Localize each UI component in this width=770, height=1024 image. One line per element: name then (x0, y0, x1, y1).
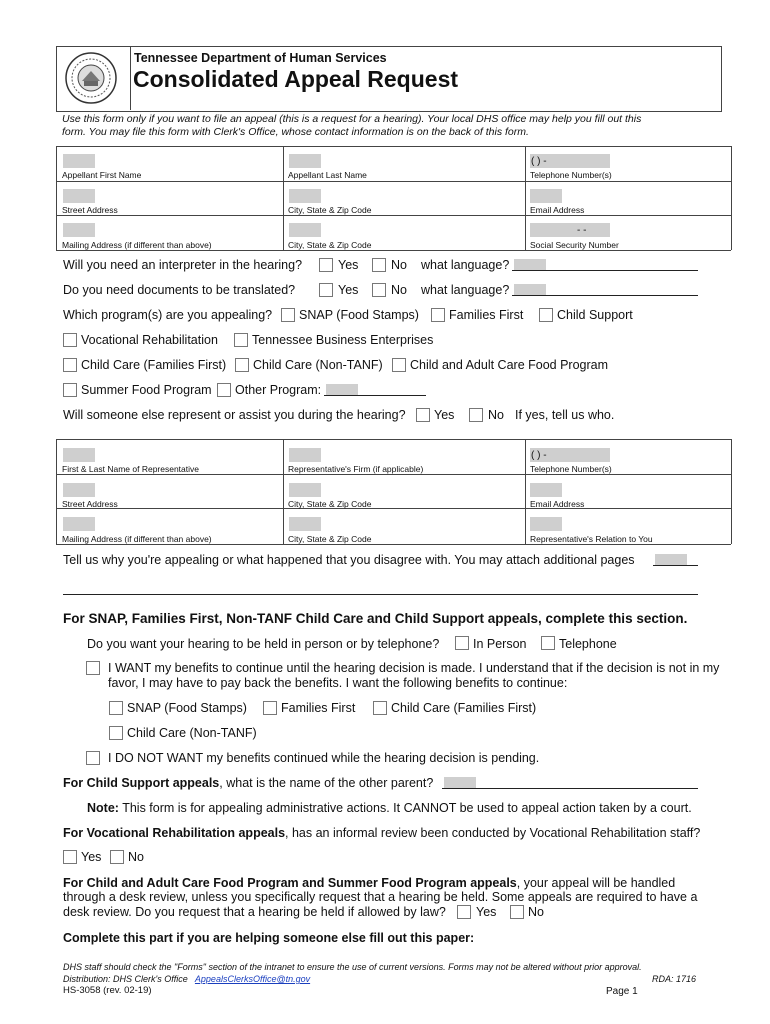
clerk-email-link[interactable]: AppealsClerksOffice@tn.gov (194, 974, 311, 984)
appellant-mailing-input[interactable] (63, 223, 95, 237)
want-benefits-line-2: favor, I may have to pay back the benefits. I want the following benefits to continue: (108, 676, 568, 690)
footer-form-number: HS-3058 (rev. 02-19) (63, 985, 152, 996)
program-other-checkbox[interactable] (217, 383, 231, 397)
voc-rehab-question (63, 826, 700, 841)
why-line-1 (653, 565, 698, 566)
note-bold: Note: (87, 801, 119, 815)
represent-yes-label: Yes (434, 408, 455, 422)
continue-families-first-checkbox[interactable] (263, 701, 277, 715)
footer-staff-note: DHS staff should check the "Forms" section of the intranet to ensure the use of current versions. Forms may not be altered without prior approval. (63, 962, 642, 972)
cacfp-yes-label: Yes (476, 905, 497, 919)
translate-yes-label: Yes (338, 283, 359, 297)
translate-language-label: what language? (421, 283, 510, 297)
interpreter-yes-checkbox[interactable] (319, 258, 333, 272)
program-other-input[interactable] (326, 384, 358, 395)
represent-no-label: No (488, 408, 504, 422)
voc-rehab-yes-label: Yes (81, 850, 102, 864)
program-voc-rehab-label: Vocational Rehabilitation (81, 333, 218, 347)
translate-yes-checkbox[interactable] (319, 283, 333, 297)
appellant-street-input[interactable] (63, 189, 95, 203)
other-parent-input[interactable] (444, 777, 476, 788)
appellant-city2-input[interactable] (289, 223, 321, 237)
continue-snap-label: SNAP (Food Stamps) (127, 701, 247, 715)
program-voc-rehab-checkbox[interactable] (63, 333, 77, 347)
cacfp-line-3: desk review. Do you request that a hearing be held if allowed by law? (63, 905, 446, 919)
header-divider (130, 46, 131, 110)
helping-heading: Complete this part if you are helping someone else fill out this paper: (63, 931, 475, 945)
translate-language-input[interactable] (514, 284, 546, 295)
appellant-first-name-input[interactable] (63, 154, 95, 168)
cacfp-line-2: through a desk review, unless you specifically request that a hearing be held. Some appeals are required to have a (63, 890, 698, 904)
program-child-care-ff-checkbox[interactable] (63, 358, 77, 372)
rep-name-label: First & Last Name of Representative (62, 464, 200, 474)
program-other-line (324, 395, 426, 396)
footer-distribution (63, 974, 310, 985)
do-not-want-benefits-label: I DO NOT WANT my benefits continued while the hearing decision is pending. (108, 751, 540, 765)
hearing-telephone-checkbox[interactable] (541, 636, 555, 650)
program-snap-checkbox[interactable] (281, 308, 295, 322)
represent-yes-checkbox[interactable] (416, 408, 430, 422)
footer-page-number: Page 1 (606, 986, 638, 997)
want-benefits-checkbox[interactable] (86, 661, 100, 675)
note-rest: This form is for appealing administrative actions. It CANNOT be used to appeal action taken by a court. (118, 801, 692, 815)
intro-line-1: Use this form only if you want to file an appeal (this is a request for a hearing). Your local DHS office may help you fill out this (62, 113, 642, 125)
interpreter-language-label: what language? (421, 258, 510, 272)
appellant-last-name-input[interactable] (289, 154, 321, 168)
appellant-street-label: Street Address (62, 205, 118, 215)
hearing-type-question: Do you want your hearing to be held in person or by telephone? (87, 637, 440, 651)
interpreter-no-label: No (391, 258, 407, 272)
rep-street-input[interactable] (63, 483, 95, 497)
program-summer-food-checkbox[interactable] (63, 383, 77, 397)
represent-no-checkbox[interactable] (469, 408, 483, 422)
hearing-telephone-label: Telephone (559, 637, 617, 651)
program-snap-label: SNAP (Food Stamps) (299, 308, 419, 322)
appellant-mailing-label: Mailing Address (if different than above) (62, 240, 212, 250)
translate-language-line (512, 295, 698, 296)
appellant-ssn-label: Social Security Number (530, 240, 619, 250)
continue-child-care-ff-label: Child Care (Families First) (391, 701, 537, 715)
program-child-care-ff-label: Child Care (Families First) (81, 358, 227, 372)
program-families-first-checkbox[interactable] (431, 308, 445, 322)
translate-no-checkbox[interactable] (372, 283, 386, 297)
other-parent-line (442, 788, 698, 789)
do-not-want-benefits-checkbox[interactable] (86, 751, 100, 765)
footer-rda: RDA: 1716 (652, 974, 697, 984)
program-child-care-nontanf-label: Child Care (Non-TANF) (253, 358, 383, 372)
appellant-last-name-label: Appellant Last Name (288, 170, 367, 180)
rep-city-input[interactable] (289, 483, 321, 497)
continue-child-care-nontanf-label: Child Care (Non-TANF) (127, 726, 257, 740)
interpreter-question: Will you need an interpreter in the hearing? (63, 258, 303, 272)
hearing-in-person-label: In Person (473, 637, 527, 651)
rep-mailing-input[interactable] (63, 517, 95, 531)
translate-question: Do you need documents to be translated? (63, 283, 296, 297)
rep-firm-input[interactable] (289, 448, 321, 462)
child-support-bold: For Child Support appeals (63, 776, 220, 790)
state-seal-logo (64, 51, 118, 105)
represent-question: Will someone else represent or assist you during the hearing? (63, 408, 406, 422)
appellant-ssn-input[interactable] (530, 223, 610, 237)
program-cacfp-checkbox[interactable] (392, 358, 406, 372)
continue-child-care-nontanf-checkbox[interactable] (109, 726, 123, 740)
cacfp-no-label: No (528, 905, 544, 919)
appellant-info-grid (56, 146, 731, 250)
agency-name: Tennessee Department of Human Services (134, 51, 387, 65)
why-input[interactable] (655, 554, 687, 565)
interpreter-no-checkbox[interactable] (372, 258, 386, 272)
cacfp-rest: , your appeal will be handled (516, 876, 676, 890)
program-tn-business-label: Tennessee Business Enterprises (252, 333, 434, 347)
program-tn-business-checkbox[interactable] (234, 333, 248, 347)
cacfp-bold: For Child and Adult Care Food Program and Summer Food Program appeals (63, 876, 517, 890)
rep-city-label: City, State & Zip Code (288, 499, 372, 509)
interpreter-yes-label: Yes (338, 258, 359, 272)
court-note (87, 801, 692, 816)
distribution-text: Distribution: DHS Clerk's Office (63, 974, 188, 984)
appellant-city-input[interactable] (289, 189, 321, 203)
program-families-first-label: Families First (449, 308, 524, 322)
child-support-question (63, 776, 433, 791)
rep-city2-input[interactable] (289, 517, 321, 531)
rep-mailing-label: Mailing Address (if different than above) (62, 534, 212, 544)
why-line-2 (63, 594, 698, 595)
voc-rehab-yes-checkbox[interactable] (63, 850, 77, 864)
appellant-city-label: City, State & Zip Code (288, 205, 372, 215)
rep-firm-label: Representative's Firm (if applicable) (288, 464, 424, 474)
translate-no-label: No (391, 283, 407, 297)
represent-if-yes: If yes, tell us who. (515, 408, 615, 422)
appellant-email-input[interactable] (530, 189, 562, 203)
program-summer-food-label: Summer Food Program (81, 383, 212, 397)
child-support-rest: , what is the name of the other parent? (219, 776, 434, 790)
appellant-email-label: Email Address (530, 205, 585, 215)
appellant-phone-label: Telephone Number(s) (530, 170, 612, 180)
why-prompt: Tell us why you're appealing or what happened that you disagree with. You may attach additional pages (63, 553, 635, 567)
interpreter-language-line (512, 270, 698, 271)
want-benefits-line-1: I WANT my benefits to continue until the hearing decision is made. I understand that if the decision is not in my (108, 661, 720, 675)
voc-rehab-no-label: No (128, 850, 144, 864)
page-title: Consolidated Appeal Request (133, 66, 459, 92)
rep-phone-label: Telephone Number(s) (530, 464, 612, 474)
appellant-first-name-label: Appellant First Name (62, 170, 142, 180)
appellant-phone-mask: ( ) - (531, 156, 547, 167)
rep-email-input[interactable] (530, 483, 562, 497)
programs-question: Which program(s) are you appealing? (63, 308, 273, 322)
cacfp-no-checkbox[interactable] (510, 905, 524, 919)
program-child-support-label: Child Support (557, 308, 633, 322)
rep-phone-mask: ( ) - (531, 450, 547, 461)
voc-rehab-bold: For Vocational Rehabilitation appeals (63, 826, 286, 840)
rep-relation-label: Representative's Relation to You (530, 534, 653, 544)
rep-city2-label: City, State & Zip Code (288, 534, 372, 544)
rep-name-input[interactable] (63, 448, 95, 462)
rep-street-label: Street Address (62, 499, 118, 509)
hearing-in-person-checkbox[interactable] (455, 636, 469, 650)
program-child-support-checkbox[interactable] (539, 308, 553, 322)
rep-email-label: Email Address (530, 499, 585, 509)
program-child-care-nontanf-checkbox[interactable] (235, 358, 249, 372)
cacfp-line-1 (63, 876, 675, 891)
program-cacfp-label: Child and Adult Care Food Program (410, 358, 609, 372)
program-other-label: Other Program: (235, 383, 322, 397)
continue-snap-checkbox[interactable] (109, 701, 123, 715)
continue-child-care-ff-checkbox[interactable] (373, 701, 387, 715)
continue-families-first-label: Families First (281, 701, 356, 715)
rep-relation-input[interactable] (530, 517, 562, 531)
interpreter-language-input[interactable] (514, 259, 546, 270)
cacfp-yes-checkbox[interactable] (457, 905, 471, 919)
appellant-ssn-mask: - - (577, 225, 587, 236)
appellant-city2-label: City, State & Zip Code (288, 240, 372, 250)
voc-rehab-rest: , has an informal review been conducted by Vocational Rehabilitation staff? (285, 826, 701, 840)
intro-line-2: form. You may file this form with Clerk's Office, whose contact information is on the back of this form. (62, 126, 529, 138)
representative-info-grid (56, 439, 731, 544)
snap-section-heading: For SNAP, Families First, Non-TANF Child Care and Child Support appeals, complete this section. (63, 611, 688, 626)
voc-rehab-no-checkbox[interactable] (110, 850, 124, 864)
